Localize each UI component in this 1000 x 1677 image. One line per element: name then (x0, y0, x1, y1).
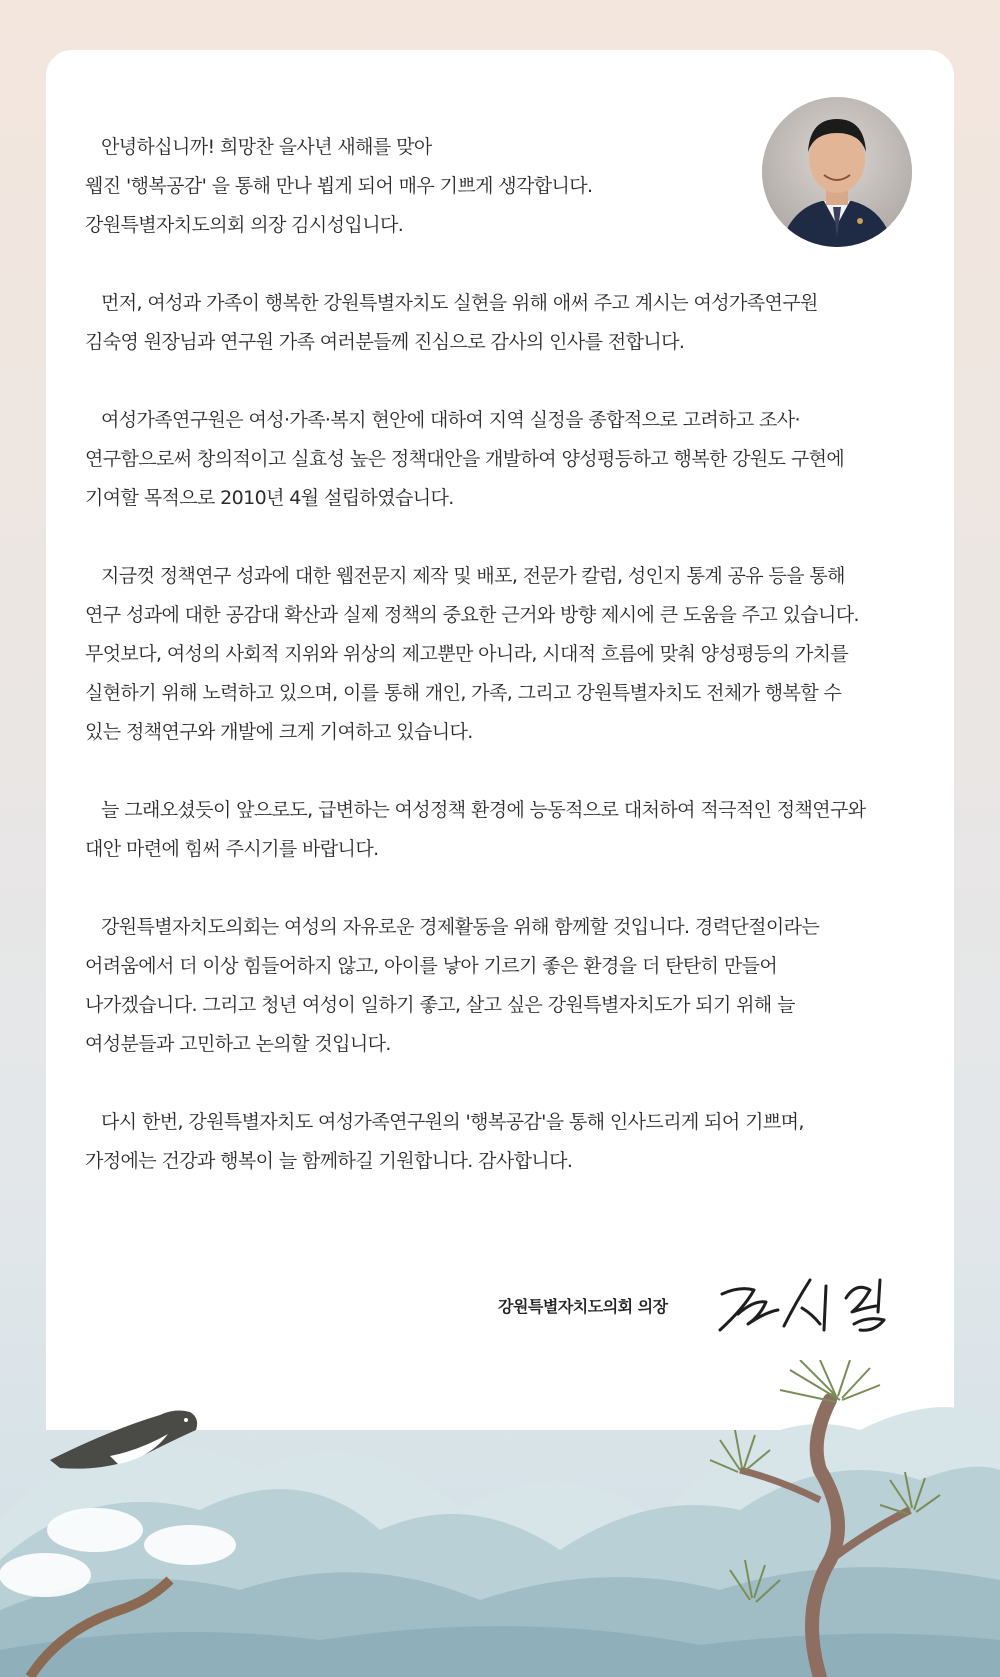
text-line: 있는 정책연구와 개발에 크게 기여하고 있습니다. (85, 721, 473, 743)
text-line: 김숙영 원장님과 연구원 가족 여러분들께 진심으로 감사의 인사를 전합니다. (85, 331, 685, 353)
paragraph (85, 128, 925, 245)
text-line: 어려움에서 더 이상 힘들어하지 않고, 아이를 낳아 기르기 좋은 환경을 더 탄탄히 만들어 (85, 955, 778, 977)
mountain-landscape-illustration (0, 1360, 1000, 1677)
text-line: 연구 성과에 대한 공감대 확산과 실제 정책의 중요한 근거와 방향 제시에 큰 도움을 주고 있습니다. (85, 604, 860, 626)
text-line: 여성가족연구원은 여성·가족·복지 현안에 대하여 지역 실정을 종합적으로 고려하고 조사· (101, 409, 800, 431)
text-line: 강원특별자치도의회는 여성의 자유로운 경제활동을 위해 함께할 것입니다. 경력단절이라는 (101, 916, 820, 938)
text-line: 실현하기 위해 노력하고 있으며, 이를 통해 개인, 가족, 그리고 강원특별자치도 전체가 행복할 수 (85, 682, 842, 704)
text-line: 기여할 목적으로 2010년 4월 설립하였습니다. (85, 487, 454, 509)
text-line: 안녕하십니까! 희망찬 을사년 새해를 맞아 (101, 136, 432, 158)
letter-body (85, 128, 925, 1220)
paragraph (85, 284, 925, 362)
text-line: 웹진 '행복공감' 을 통해 만나 뵙게 되어 매우 기쁘게 생각합니다. (85, 175, 593, 197)
signature-title: 강원특별자치도의회 의장 (498, 1297, 668, 1316)
text-line: 가정에는 건강과 행복이 늘 함께하길 기원합니다. 감사합니다. (85, 1150, 573, 1172)
text-line: 먼저, 여성과 가족이 행복한 강원특별자치도 실현을 위해 애써 주고 계시는 여성가족연구원 (101, 292, 818, 314)
paragraph (85, 401, 925, 518)
paragraph (85, 791, 925, 869)
text-line: 지금껏 정책연구 성과에 대한 웹전문지 제작 및 배포, 전문가 칼럼, 성인지 통계 공유 등을 통해 (101, 565, 845, 587)
text-line: 강원특별자치도의회 의장 김시성입니다. (85, 214, 404, 236)
handwritten-signature (714, 1272, 904, 1336)
text-line: 여성분들과 고민하고 논의할 것입니다. (85, 1033, 391, 1055)
paragraph (85, 557, 925, 752)
text-line: 늘 그래오셨듯이 앞으로도, 급변하는 여성정책 환경에 능동적으로 대처하여 적극적인 정책연구와 (101, 799, 866, 821)
text-line: 대안 마련에 힘써 주시기를 바랍니다. (85, 838, 379, 860)
text-line: 나가겠습니다. 그리고 청년 여성이 일하기 좋고, 살고 싶은 강원특별자치도가 되기 위해 늘 (85, 994, 795, 1016)
text-line: 연구함으로써 창의적이고 실효성 높은 정책대안을 개발하여 양성평등하고 행복한 강원도 구현에 (85, 448, 845, 470)
paragraph (85, 908, 925, 1064)
text-line: 다시 한번, 강원특별자치도 여성가족연구원의 '행복공감'을 통해 인사드리게 되어 기쁘며, (101, 1111, 804, 1133)
paragraph (85, 1103, 925, 1181)
text-line: 무엇보다, 여성의 사회적 지위와 위상의 제고뿐만 아니라, 시대적 흐름에 맞춰 양성평등의 가치를 (85, 643, 849, 665)
